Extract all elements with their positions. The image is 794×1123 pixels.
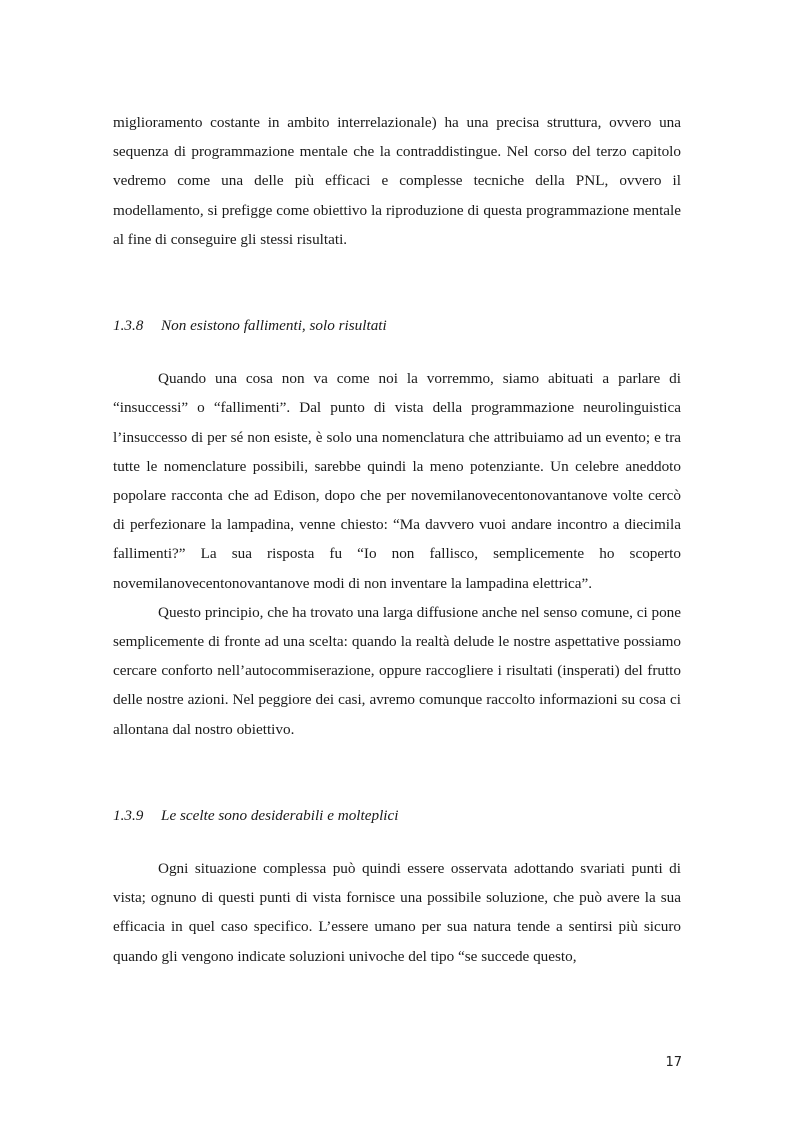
section-number: 1.3.8 xyxy=(113,317,144,335)
spacer xyxy=(113,254,681,311)
spacer xyxy=(113,830,681,854)
section-title: Non esistono fallimenti, solo risultati xyxy=(161,317,387,335)
spacer xyxy=(113,744,681,801)
body-paragraph: Quando una cosa non va come noi la vorremmo, siamo abituati a parlare di “insuccessi” o “fallimenti”. Dal punto di vista della programmazione neurolinguistica l’insuccesso di per sé non esiste, è solo una nomenclatura che attribuiamo ad un evento; e tra tutte le nomenclature possibili, sarebbe quindi la meno potenziante. Un celebre aneddoto popolare racconta che ad Edison, dopo che per novemilanovecentonovantanove volte cercò di perfezionare la lampadina, venne chiesto: “Ma davvero vuoi andare incontro a diecimila fallimenti?” La sua risposta fu “Io non fallisco, semplicemente ho scoperto novemilanovecentonovantanove modi di non inventare la lampadina elettrica”. xyxy=(113,370,681,592)
section-heading xyxy=(113,801,681,830)
body-paragraph: Questo principio, che ha trovato una larga diffusione anche nel senso comune, ci pone semplicemente di fronte ad una scelta: quando la realtà delude le nostre aspettative possiamo cercare conforto nell’autocommiserazione, oppure raccogliere i risultati (insperati) del frutto delle nostre azioni. Nel peggiore dei casi, avremo comunque raccolto informazioni su cosa ci allontana dal nostro obiettivo. xyxy=(113,603,681,738)
spacer xyxy=(113,340,681,364)
page-number: 17 xyxy=(665,1055,682,1070)
section-heading xyxy=(113,311,681,340)
section-number: 1.3.9 xyxy=(113,806,144,824)
section-title: Le scelte sono desiderabili e molteplici xyxy=(161,806,399,824)
body-paragraph: miglioramento costante in ambito interrelazionale) ha una precisa struttura, ovvero una sequenza di programmazione mentale che la contraddistingue. Nel corso del terzo capitolo vedremo come una delle più efficaci e complesse tecniche della PNL, ovvero il modellamento, si prefigge come obiettivo la riproduzione di questa programmazione mentale al fine di conseguire gli stessi risultati. xyxy=(113,114,681,248)
document-page xyxy=(113,108,681,971)
body-paragraph: Ogni situazione complessa può quindi essere osservata adottando svariati punti di vista; ognuno di questi punti di vista fornisce una possibile soluzione, che può avere la sua efficacia in quel caso specifico. L’essere umano per sua natura tende a sentirsi più sicuro quando gli vengono indicate soluzioni univoche del tipo “se succede questo, xyxy=(113,860,681,965)
